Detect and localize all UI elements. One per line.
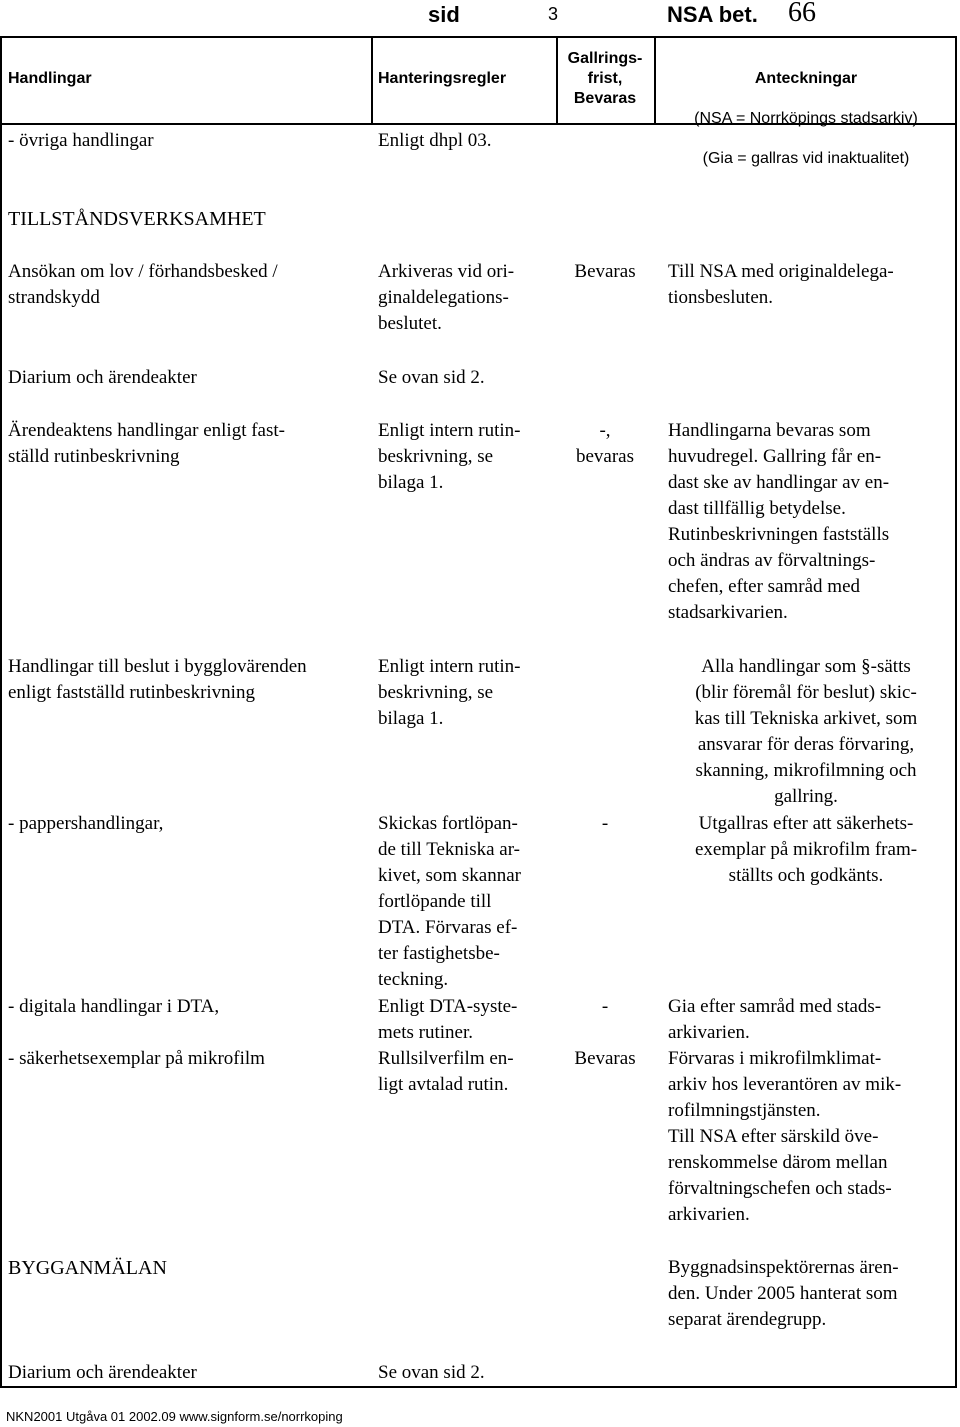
col-divider-1 [371,36,373,124]
row-digitala-regler: Enligt DTA-syste- mets rutiner. [378,996,518,1043]
row-pappers-regler: Skickas fortlöpan- de till Tekniska ar- kivet, som skannar fortlöpande till DTA. Förvaras ef- ter fastighetsbe- teckning. [378,813,522,990]
header-handlingar: Handlingar [8,70,92,87]
section-tillstandsverksamhet: TILLSTÅNDSVERKSAMHET [8,208,266,230]
header-anteckningar [656,49,956,189]
row-mikrofilm-handlingar: - säkerhetsexemplar på mikrofilm [8,1048,265,1069]
row-arendeakt-regler: Enligt intern rutin- beskrivning, se bilaga 1. [378,420,521,493]
header-anteckningar-note1: (NSA = Norrköpings stadsarkiv) [694,110,918,127]
row-bygglov-anteckningar: Alla handlingar som §-sätts (blir föremål för beslut) skic- kas till Tekniska arkivet, som ansvarar för deras förvaring, skanning, mikrofilmning och gallring. [694,656,918,807]
row-bygganmalan-anteckningar: Byggnadsinspektörernas ären- den. Under 2005 hanterat som separat ärendegrupp. [668,1257,899,1330]
nsa-label: NSA bet. [667,2,758,27]
row-mikrofilm-frist: Bevaras [574,1048,636,1069]
header-anteckningar-title: Anteckningar [754,70,858,87]
row-digitala-frist: - [601,996,609,1017]
row-diarium-handlingar: Diarium och ärendeakter [8,367,197,388]
nsa-number: 66 [788,0,816,28]
row-arendeakt-handlingar: Ärendeaktens handlingar enligt fast- ställd rutinbeskrivning [8,420,285,467]
row-mikrofilm-anteckningar: Förvaras i mikrofilmklimat- arkiv hos leverantören av mik- rofilmningstjänsten. Till NSA efter särskild öve- renskommelse därom mellan förvaltningschefen och stads- arkivarien. [668,1048,902,1225]
header-gallringsfrist: Gallrings- frist, Bevaras [567,50,643,107]
row-arendeakt-anteckningar: Handlingarna bevaras som huvudregel. Gallring får en- dast ske av handlingar av en- dast tillfällig betydelse. Rutinbeskrivningen fastställs och ändras av förvaltnings- chefen, efter samråd med stadsarkivarien. [668,420,890,623]
row-pappers-anteckningar: Utgallras efter att säkerhets- exemplar på mikrofilm fram- ställts och godkänts. [694,813,918,886]
row-ansokan-frist: Bevaras [574,261,636,282]
row-digitala-anteckningar: Gia efter samråd med stads- arkivarien. [668,996,882,1043]
row-ansokan-handlingar: Ansökan om lov / förhandsbesked / strandskydd [8,261,278,308]
row-ovriga-regler: Enligt dhpl 03. [378,130,492,151]
row-ovriga-handlingar: - övriga handlingar [8,130,154,151]
section-bygganmalan: BYGGANMÄLAN [8,1257,167,1279]
row-bygglov-regler: Enligt intern rutin- beskrivning, se bilaga 1. [378,656,521,729]
row-pappers-handlingar: - pappershandlingar, [8,813,164,834]
header-anteckningar-note2: (Gia = gallras vid inaktualitet) [702,150,910,167]
row-pappers-frist: - [601,813,609,834]
row-ansokan-regler: Arkiveras vid ori- ginaldelegations- beslutet. [378,261,515,334]
row-diarium-regler: Se ovan sid 2. [378,367,485,388]
sid-number: 3 [548,4,559,24]
sid-label: sid [428,2,460,27]
row-mikrofilm-regler: Rullsilverfilm en- ligt avtalad rutin. [378,1048,514,1095]
row-diarium2-regler: Se ovan sid 2. [378,1362,485,1383]
row-digitala-handlingar: - digitala handlingar i DTA, [8,996,220,1017]
row-diarium2-handlingar: Diarium och ärendeakter [8,1362,197,1383]
footer-text: NKN2001 Utgåva 01 2002.09 www.signform.se/norrkoping [6,1409,343,1424]
header-hanteringsregler: Hanteringsregler [378,70,507,87]
row-arendeakt-frist: -, bevaras [575,420,635,467]
row-bygglov-handlingar: Handlingar till beslut i bygglovärenden enligt fastställd rutinbeskrivning [8,656,307,703]
row-ansokan-anteckningar: Till NSA med originaldelega- tionsbesluten. [668,261,894,308]
